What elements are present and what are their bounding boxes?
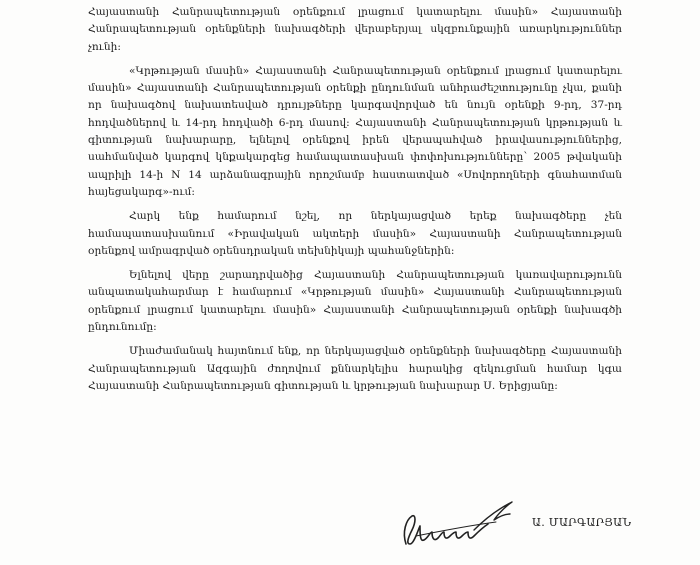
handwritten-signature	[396, 492, 518, 558]
paragraph: Հարկ ենք համարում նշել, որ ներկայացված երեք նախագծերը չեն համապատասխանում «Իրավական ակտերի մասին» Հայաստանի Հանրապետության օրենքով ամրագրված օրենսդրական տեխնիկայի պահանջներին:	[88, 210, 622, 257]
paragraph: Միաժամանակ հայտնում ենք, որ ներկայացված օրենքների նախագծերը Հայաստանի Հանրապետության Ազգային ժողովում քննարկելիս հարակից զեկուցման համար կգա Հայաստանի Հանրապետության գիտության և կրթության նախարար Ս. Երիցյանը:	[88, 345, 622, 392]
document-body	[88, 4, 622, 402]
signer-name: Ա. ՄԱՐԳԱՐՅԱՆ	[532, 516, 632, 529]
paragraph: «Կրթության մասին» Հայաստանի Հանրապետության օրենքում լրացում կատարելու մասին» Հայաստանի Հանրապետության օրենքի ընդունման անհրաժեշտությունը չկա, քանի որ նախագծով նախատեսված դրույթները կարգավորված են նույն օրենքի 9-րդ, 37-րդ հոդվածներով և 14-րդ հոդվածի 6-րդ մասով: Հայաստանի Հանրապետության կրթության և գիտության նախարարը, ելնելով օրենքով իրեն վերապահված իրավասություններից, սահմանված կարգով կնքակարգեց համապատասխան փոփոխությունները՝ 2005 թվականի ապրիլի 14-ի N 14 արձանագրային որոշմամբ հաստատված «Սովորողների գնահատման հայեցակարգ»-ում:	[88, 64, 622, 198]
paragraph: Հայաստանի Հանրապետության օրենքում լրացում կատարելու մասին» Հայաստանի Հանրապետության օրենքների նախագծերի վերաբերյալ սկզբունքային առարկություններ չունի:	[88, 6, 622, 53]
paragraph: Ելնելով վերը շարադրվածից Հայաստանի Հանրապետության կառավարությունն անպատակահարմար է համարում «Կրթության մասին» Հայաստանի Հանրապետության օրենքում լրացում կատարելու մասին» Հայաստանի Հանրապետության օրենքի նախագծի ընդունումը:	[88, 269, 622, 334]
